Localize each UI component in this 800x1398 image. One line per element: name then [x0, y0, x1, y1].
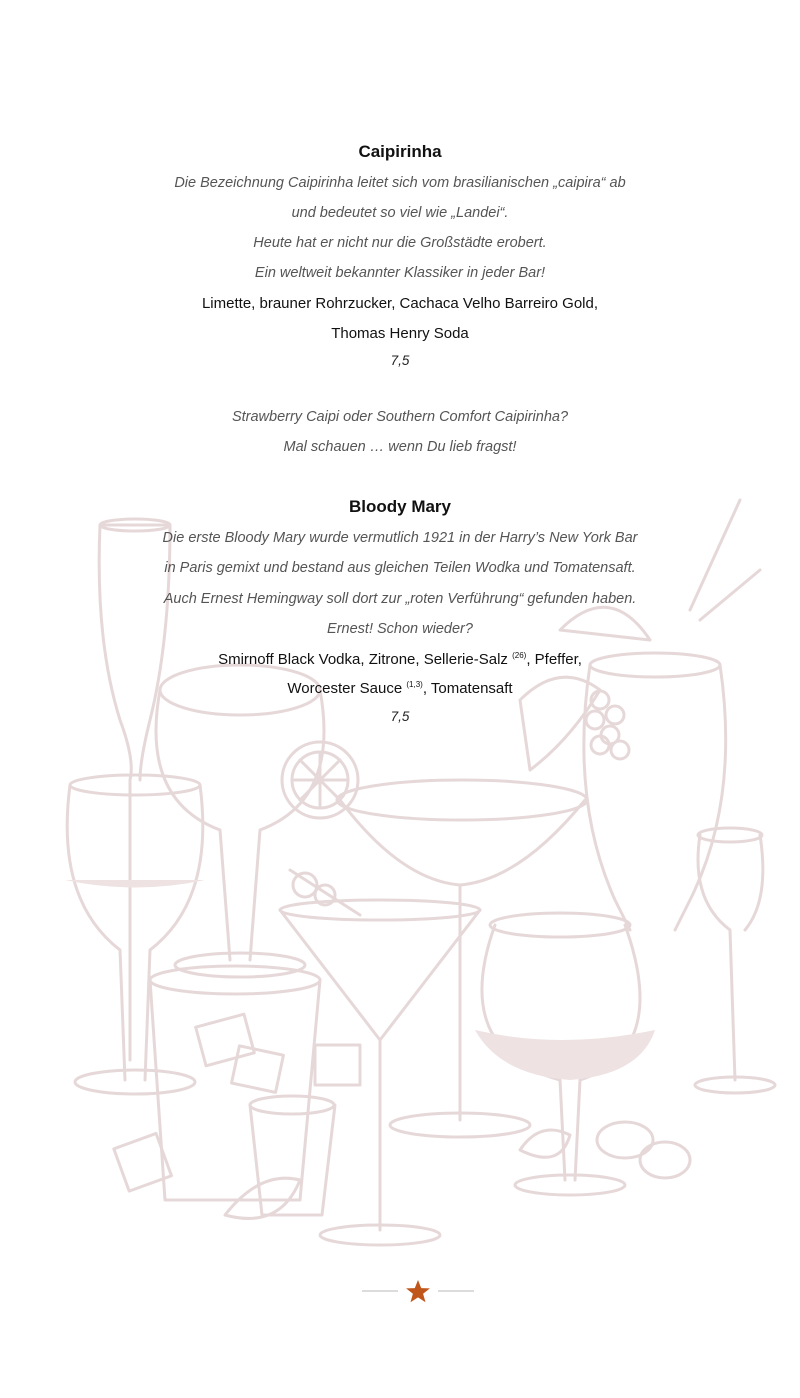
drink-description-line: Heute hat er nicht nur die Großstädte erobert. [253, 235, 547, 251]
footer-ornament [360, 1278, 476, 1304]
drink-description-line: Auch Ernest Hemingway soll dort zur „roten Verführung“ gefunden haben. [163, 591, 637, 607]
drink-price: 7,5 [390, 353, 410, 368]
allergen-code: (1,3) [406, 680, 423, 689]
drink-title-bloody-mary: Bloody Mary [348, 497, 452, 516]
drink-description-line: und bedeutet so viel wie „Landei“. [291, 205, 509, 221]
drink-description-line: Ernest! Schon wieder? [327, 621, 473, 637]
ingredients-text: , Pfeffer, [526, 651, 582, 668]
drink-description-line: Die Bezeichnung Caipirinha leitet sich vom brasilianischen „caipira“ ab [174, 175, 626, 191]
allergen-code: (26) [512, 651, 527, 660]
drink-ingredients-line: Limette, brauner Rohrzucker, Cachaca Velho Barreiro Gold, [201, 295, 599, 312]
martini-glass-shape [280, 910, 480, 1230]
drink-note-line: Mal schauen … wenn Du lieb fragst! [283, 439, 517, 455]
drink-description-line: Die erste Bloody Mary wurde vermutlich 1921 in der Harry’s New York Bar [162, 530, 638, 546]
goblet-shape [156, 690, 324, 960]
drink-price: 7,5 [390, 709, 410, 724]
ingredients-text: Worcester Sauce [287, 680, 407, 697]
drink-ingredients-line [0, 680, 800, 697]
small-glass-right-shape [698, 835, 763, 1080]
star-icon [406, 1280, 430, 1302]
tall-glass-shape [584, 665, 726, 930]
drink-ingredients-line [0, 651, 800, 668]
drink-description-line: Ein weltweit bekannter Klassiker in jeder Bar! [254, 265, 546, 281]
drink-description-line: in Paris gemixt und bestand aus gleichen Teilen Wodka und Tomatensaft. [164, 560, 636, 576]
drink-title-caipirinha: Caipirinha [358, 142, 442, 161]
ingredients-text: Smirnoff Black Vodka, Zitrone, Sellerie-Salz [218, 651, 513, 668]
drink-ingredients-line: Thomas Henry Soda [331, 325, 469, 342]
drink-note-line: Strawberry Caipi oder Southern Comfort Caipirinha? [231, 409, 569, 425]
ingredients-text: , Tomatensaft [422, 680, 513, 697]
wine-glass-left-shape [67, 785, 203, 1080]
